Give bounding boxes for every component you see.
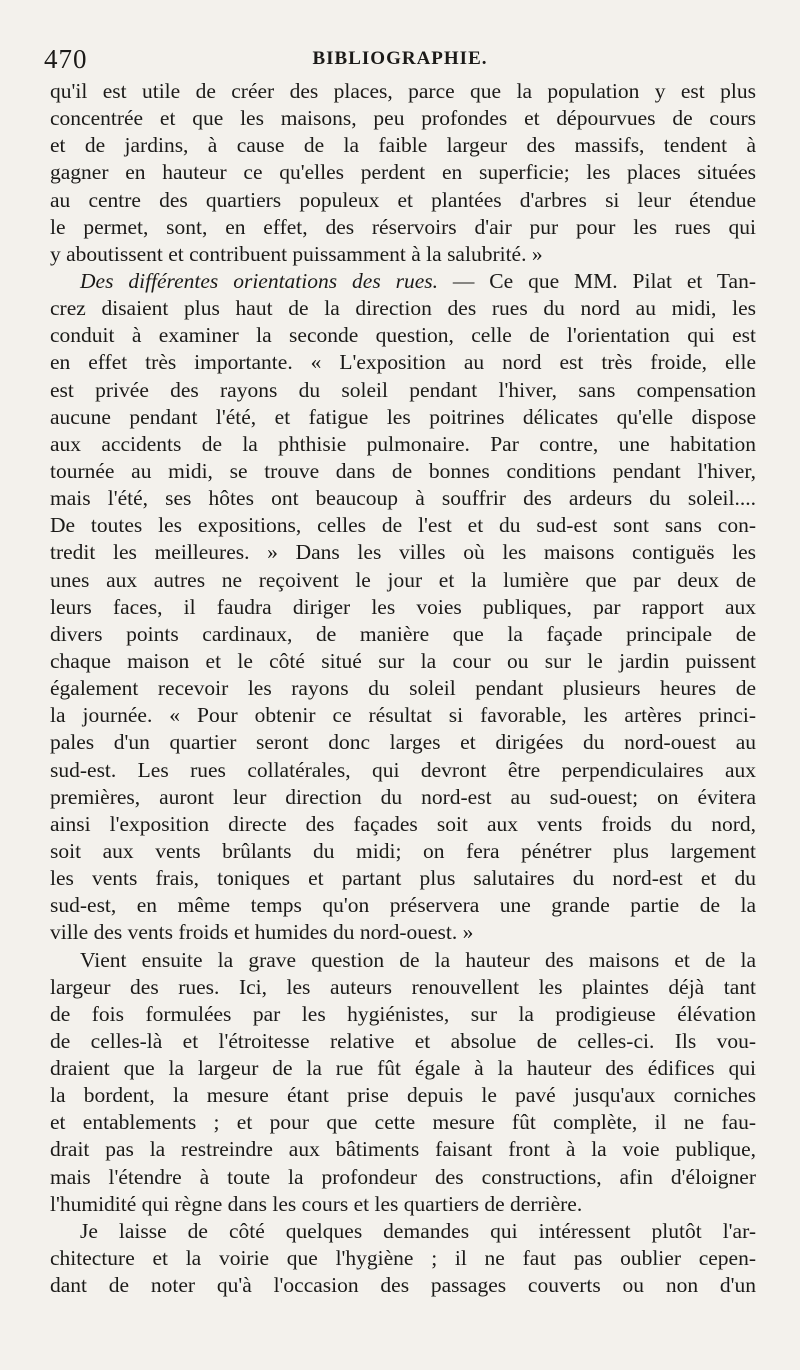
text-line xyxy=(50,702,756,729)
text-line xyxy=(50,1164,756,1191)
text-line xyxy=(50,1055,756,1082)
line-text: sud-est, en même temps qu'on préservera une grande partie de la xyxy=(50,893,756,918)
text-line xyxy=(50,268,756,295)
text-line xyxy=(50,349,756,376)
line-text: la journée. « Pour obtenir ce résultat si favorable, les artères princi- xyxy=(50,703,756,728)
line-text: est privée des rayons du soleil pendant l'hiver, sans compensation xyxy=(50,377,756,402)
line-text: de fois formulées par les hygiénistes, sur la prodigieuse élévation xyxy=(50,1001,756,1026)
line-text: draient que la largeur de la rue fût égale à la hauteur des édifices qui xyxy=(50,1056,756,1081)
line-text: aux accidents de la phthisie pulmonaire. Par contre, une habitation xyxy=(50,431,756,456)
text-line xyxy=(50,594,756,621)
line-text: premières, auront leur direction du nord-est au sud-ouest; on évitera xyxy=(50,784,756,809)
text-line xyxy=(50,485,756,512)
line-text: le permet, sont, en effet, des réservoirs d'air pur pour les rues qui xyxy=(50,214,756,239)
line-text: y aboutissent et contribuent puissamment à la salubrité. » xyxy=(50,241,543,266)
text-line xyxy=(50,132,756,159)
text-line xyxy=(50,675,756,702)
text-line xyxy=(50,1245,756,1272)
line-text: ainsi l'exposition directe des façades soit aux vents froids du nord, xyxy=(50,811,756,836)
text-line xyxy=(50,539,756,566)
text-line xyxy=(50,512,756,539)
text-line xyxy=(50,187,756,214)
italic-phrase: Des différentes orientations des rues. xyxy=(80,268,438,293)
text-line xyxy=(50,295,756,322)
text-line xyxy=(50,1218,756,1245)
text-line xyxy=(50,105,756,132)
line-text: — Ce que MM. Pilat et Tan- xyxy=(438,268,756,293)
text-line xyxy=(50,159,756,186)
text-line xyxy=(50,241,756,268)
running-title: BIBLIOGRAPHIE. xyxy=(312,48,488,69)
line-text: largeur des rues. Ici, les auteurs renouvellent les plaintes déjà tant xyxy=(50,974,756,999)
line-text: également recevoir les rayons du soleil pendant plusieurs heures de xyxy=(50,676,756,701)
text-line xyxy=(50,1136,756,1163)
text-line xyxy=(50,404,756,431)
text-line xyxy=(50,322,756,349)
text-line xyxy=(50,947,756,974)
line-text: chitecture et la voirie que l'hygiène ; il ne faut pas oublier cepen- xyxy=(50,1246,756,1271)
line-text: en effet très importante. « L'exposition au nord est très froide, elle xyxy=(50,350,756,375)
line-text: aucune pendant l'été, et fatigue les poitrines délicates qu'elle dispose xyxy=(50,404,756,429)
text-line xyxy=(50,648,756,675)
line-text: l'humidité qui règne dans les cours et les quartiers de derrière. xyxy=(50,1191,583,1216)
line-text: de celles-là et l'étroitesse relative et absolue de celles-ci. Ils vou- xyxy=(50,1028,756,1053)
line-text: et de jardins, à cause de la faible largeur des massifs, tendent à xyxy=(50,133,756,158)
line-text: mais l'étendre à toute la profondeur des constructions, afin d'éloigner xyxy=(50,1164,756,1189)
text-line xyxy=(50,784,756,811)
line-text: sud-est. Les rues collatérales, qui devront être perpendiculaires aux xyxy=(50,757,756,782)
text-line xyxy=(50,838,756,865)
text-line xyxy=(50,1082,756,1109)
line-text: concentrée et que les maisons, peu profondes et dépourvues de cours xyxy=(50,106,756,131)
line-text: unes aux autres ne reçoivent le jour et la lumière que par deux de xyxy=(50,567,756,592)
text-line xyxy=(50,865,756,892)
line-text: De toutes les expositions, celles de l'est et du sud-est sont sans con- xyxy=(50,513,756,538)
line-text: divers points cardinaux, de manière que la façade principale de xyxy=(50,621,756,646)
text-line xyxy=(50,1191,756,1218)
line-text: tournée au midi, se trouve dans de bonnes conditions pendant l'hiver, xyxy=(50,458,756,483)
text-line xyxy=(50,1028,756,1055)
line-text: gagner en hauteur ce qu'elles perdent en superficie; les places situées xyxy=(50,160,756,185)
line-text: et entablements ; et pour que cette mesure fût complète, il ne fau- xyxy=(50,1110,756,1135)
text-line xyxy=(50,431,756,458)
line-text: mais l'été, ses hôtes ont beaucoup à souffrir des ardeurs du soleil.... xyxy=(50,486,756,511)
line-text: chaque maison et le côté situé sur la cour ou sur le jardin puissent xyxy=(50,648,756,673)
text-line xyxy=(50,892,756,919)
text-line xyxy=(50,811,756,838)
line-text: la bordent, la mesure étant prise depuis le pavé jusqu'aux corniches xyxy=(50,1083,756,1108)
text-line xyxy=(50,757,756,784)
text-line xyxy=(50,974,756,1001)
line-text: tredit les meilleures. » Dans les villes où les maisons contiguës les xyxy=(50,540,756,565)
line-text: conduit à examiner la seconde question, celle de l'orientation qui est xyxy=(50,323,756,348)
line-text: Vient ensuite la grave question de la hauteur des maisons et de la xyxy=(80,947,756,972)
line-text: crez disaient plus haut de la direction des rues du nord au midi, les xyxy=(50,296,756,321)
line-text: drait pas la restreindre aux bâtiments faisant front à la voie publique, xyxy=(50,1137,756,1162)
line-text: au centre des quartiers populeux et plantées d'arbres si leur étendue xyxy=(50,187,756,212)
text-line xyxy=(50,567,756,594)
line-text: les vents frais, toniques et partant plus salutaires du nord-est et du xyxy=(50,866,756,891)
text-line xyxy=(50,621,756,648)
line-text: qu'il est utile de créer des places, parce que la population y est plus xyxy=(50,79,756,103)
text-line xyxy=(50,1001,756,1028)
line-text: Je laisse de côté quelques demandes qui intéressent plutôt l'ar- xyxy=(80,1218,756,1243)
line-text: pales d'un quartier seront donc larges et dirigées du nord-ouest au xyxy=(50,730,756,755)
line-text: dant de noter qu'à l'occasion des passages couverts ou non d'un xyxy=(50,1273,756,1298)
body-text xyxy=(50,78,756,1299)
line-text: leurs faces, il faudra diriger les voies publiques, par rapport aux xyxy=(50,594,756,619)
text-line xyxy=(50,1109,756,1136)
text-line xyxy=(50,78,756,105)
text-line xyxy=(50,729,756,756)
line-text: soit aux vents brûlants du midi; on fera pénétrer plus largement xyxy=(50,838,756,863)
text-line xyxy=(50,214,756,241)
text-line xyxy=(50,377,756,404)
line-text: ville des vents froids et humides du nord-ouest. » xyxy=(50,920,474,945)
page-number: 470 xyxy=(44,44,88,74)
text-line xyxy=(50,458,756,485)
text-line xyxy=(50,919,756,946)
text-line xyxy=(50,1272,756,1299)
page-header xyxy=(44,44,756,80)
